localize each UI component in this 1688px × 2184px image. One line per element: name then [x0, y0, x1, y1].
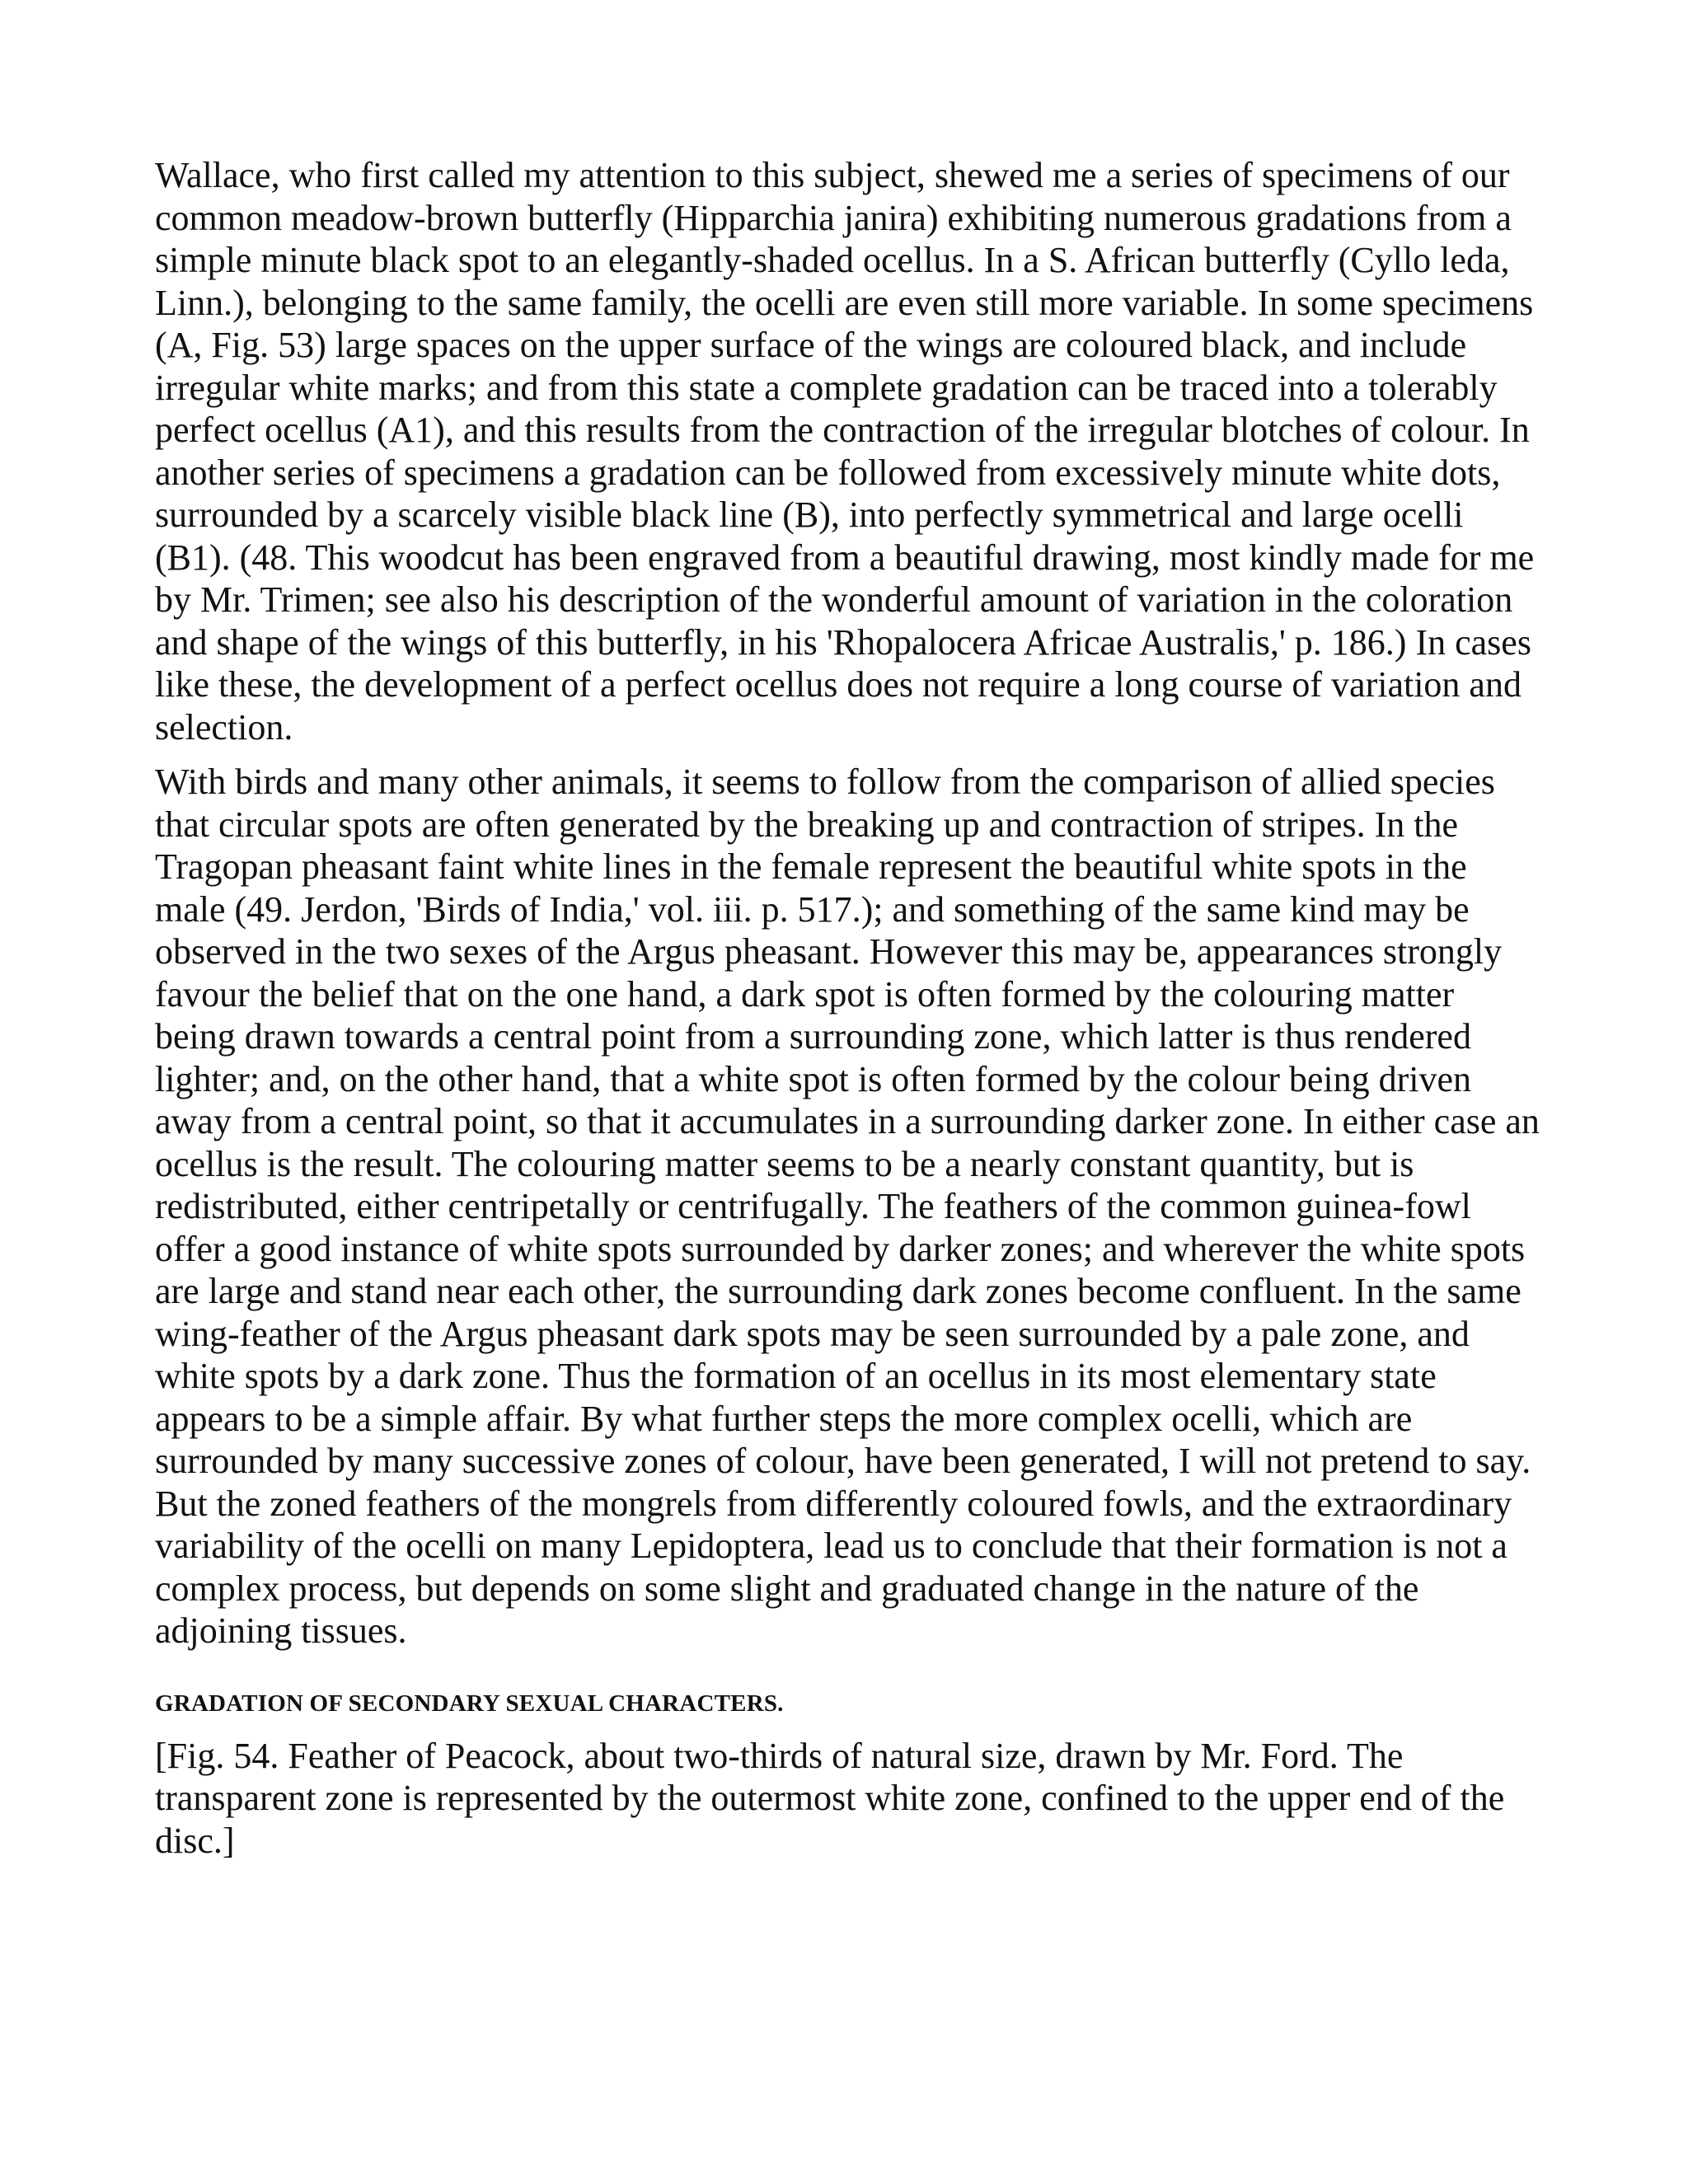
body-paragraph: With birds and many other animals, it seems to follow from the comparison of allied species that circular spots are often generated by the breaking up and contraction of stripes. In the Tragopan pheasant faint white lines in the female represent the beautiful white spots in the male (49. Jerdon, 'Birds of India,' vol. iii. p. 517.); and something of the same kind may be observed in the two sexes of the Argus pheasant. However this may be, appearances strongly favour the belief that on the one hand, a dark spot is often formed by the colouring matter being drawn towards a central point from a surrounding zone, which latter is thus rendered lighter; and, on the other hand, that a white spot is often formed by the colour being driven away from a central point, so that it accumulates in a surrounding darker zone. In either case an ocellus is the result. The colouring matter seems to be a nearly constant quantity, but is redistributed, either centripetally or centrifugally. The feathers of the common guinea-fowl offer a good instance of white spots surrounded by darker zones; and wherever the white spots are large and stand near each other, the surrounding dark zones become confluent. In the same wing-feather of the Argus pheasant dark spots may be seen surrounded by a pale zone, and white spots by a dark zone. Thus the formation of an ocellus in its most elementary state appears to be a simple affair. By what further steps the more complex ocelli, which are surrounded by many successive zones of colour, have been generated, I will not pretend to say. But the zoned feathers of the mongrels from differently coloured fowls, and the extraordinary variability of the ocelli on many Lepidoptera, lead us to conclude that their formation is not a complex process, but depends on some slight and graduated change in the nature of the adjoining tissues.	[155, 762, 1540, 1651]
section-heading: GRADATION OF SECONDARY SEXUAL CHARACTERS.	[155, 1690, 784, 1717]
figure-caption: [Fig. 54. Feather of Peacock, about two-thirds of natural size, drawn by Mr. Ford. The transparent zone is represented by the outermost white zone, confined to the upper end of the disc.]	[155, 1735, 1505, 1861]
body-paragraph: Wallace, who first called my attention to this subject, shewed me a series of specimens of our common meadow-brown butterfly (Hipparchia janira) exhibiting numerous gradations from a simple minute black spot to an elegantly-shaded ocellus. In a S. African butterfly (Cyllo leda, Linn.), belonging to the same family, the ocelli are even still more variable. In some specimens (A, Fig. 53) large spaces on the upper surface of the wings are coloured black, and include irregular white marks; and from this state a complete gradation can be traced into a tolerably perfect ocellus (A1), and this results from the contraction of the irregular blotches of colour. In another series of specimens a gradation can be followed from excessively minute white dots, surrounded by a scarcely visible black line (B), into perfectly symmetrical and large ocelli (B1). (48. This woodcut has been engraved from a beautiful drawing, most kindly made for me by Mr. Trimen; see also his description of the wonderful amount of variation in the coloration and shape of the wings of this butterfly, in his 'Rhopalocera Africae Australis,' p. 186.) In cases like these, the development of a perfect ocellus does not require a long course of variation and selection.	[155, 155, 1535, 748]
document-page	[155, 154, 1540, 1862]
